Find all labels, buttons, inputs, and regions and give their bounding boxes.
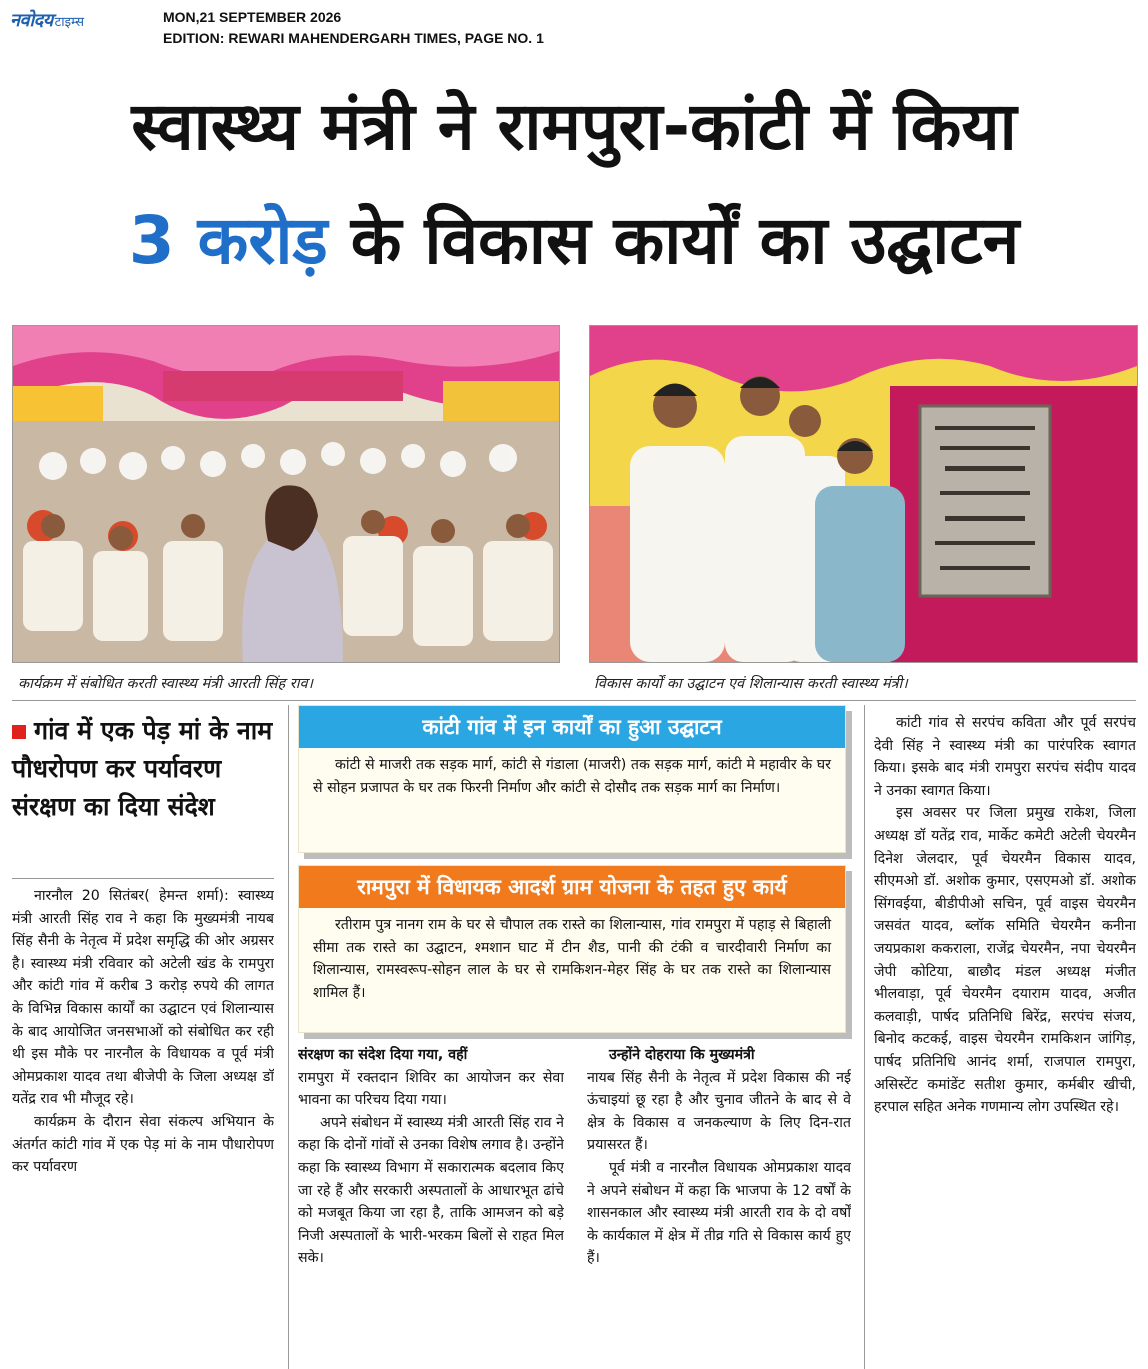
inauguration-photo-image	[590, 326, 1137, 662]
box-rampura-works	[298, 865, 846, 1033]
right-para-1: कांटी गांव से सरपंच कविता और पूर्व सरपंच देवी सिंह ने स्वास्थ्य मंत्री का पारंपरिक स्वागत किया। इसके बाद मंत्री रामपुरा सरपंच संदीप यादव ने उनका स्वागत किया।	[874, 715, 1136, 799]
mid-column-1	[298, 1044, 564, 1369]
photo-caption-right: विकास कार्यों का उद्घाटन एवं शिलान्यास करती स्वास्थ्य मंत्री।	[594, 676, 908, 692]
edition-line: EDITION: REWARI MAHENDERGARH TIMES, PAGE NO. 1	[163, 30, 544, 46]
left-subheading-text: गांव में एक पेड़ मां के नाम पौधरोपण कर पर्यावरण संरक्षण का दिया संदेश	[12, 716, 273, 821]
logo-main: नवोदय	[10, 10, 53, 31]
mid-col2-para-2: पूर्व मंत्री व नारनौल विधायक ओमप्रकाश यादव ने अपने संबोधन में कहा कि भाजपा के 12 वर्षों के शासनकाल और स्वास्थ्य मंत्री आरती राव के दो वर्षों के कार्यकाल में क्षेत्र में तीव्र गति से विकास कार्य हुए हैं।	[587, 1159, 851, 1267]
headline-line-2	[12, 196, 1136, 286]
column-divider-2	[864, 705, 865, 1369]
mid-col2-para-1: नायब सिंह सैनी के नेतृत्व में प्रदेश विकास की नई ऊंचाइयां छू रहा है और चुनाव जीतने के बाद से वे क्षेत्र के विकास व जनकल्याण के लिए दिन-रात प्रयासरत हैं।	[587, 1069, 851, 1154]
right-article-body	[874, 712, 1136, 1369]
headline-line-1: स्वास्थ्य मंत्री ने रामपुरा-कांटी में किया	[131, 88, 1017, 165]
section-divider	[12, 700, 1136, 701]
left-para-2: कार्यक्रम के दौरान सेवा संकल्प अभियान के अंतर्गत कांटी गांव में एक पेड़ मां के नाम पौधारोपण कर पर्यावरण	[12, 1113, 274, 1176]
subhead-divider	[12, 878, 274, 879]
box-kanti-title: कांटी गांव में इन कार्यों का हुआ उद्घाटन	[299, 706, 845, 748]
crowd-photo-image	[13, 326, 559, 662]
date-line: MON,21 SEPTEMBER 2026	[163, 9, 342, 25]
left-para-1: नारनौल 20 सितंबर( हेमन्त शर्मा): स्वास्थ्य मंत्री आरती सिंह राव ने कहा कि मुख्यमंत्री नायब सिंह सैनी के नेतृत्व में प्रदेश समृद्धि की ओर अग्रसर है। स्वास्थ्य मंत्री रविवार को अटेली खंड के रामपुरा और कांटी गांव में करीब 3 करोड़ रुपये की लागत के विभिन्न विकास कार्यों का उद्घाटन एवं शिलान्यास के बाद आयोजित जनसभाओं को संबोधित कर रही थी इस मौके पर नारनौल के विधायक व पूर्व मंत्री ओमप्रकाश यादव तथा बीजेपी के जिला अध्यक्ष डॉ यतेंद्र राव भी मौजूद रहे।	[12, 888, 274, 1108]
photo-crowd	[12, 325, 560, 663]
photo-caption-left: कार्यक्रम में संबोधित करती स्वास्थ्य मंत्री आरती सिंह राव।	[18, 676, 314, 692]
headline-accent: 3 करोड़	[128, 202, 328, 279]
left-subheading	[12, 712, 274, 826]
right-para-2: इस अवसर पर जिला प्रमुख राकेश, जिला अध्यक्ष डॉ यतेंद्र राव, मार्केट कमेटी अटेली चेयरमैन दिनेश जेलदार, पूर्व चेयरमैन विकास यादव, सीएमओ डॉ. अशोक कुमार, एसएमओ डॉ. अशोक सिंगवईया, बीडीपीओ सचिन, पूर्व वाइस चेयरमैन जसवंत यादव, ब्लॉक समिति चेयरमैन कनीना जयप्रकाश ककराला, राजेंद्र चेयरमैन, नपा चेयरमैन जेपी कोटिया, बाछौद मंडल अध्यक्ष मंजीत भीलवाड़ा, पूर्व चेयरमैन दयाराम यादव, अजीत कलवाड़ी, पार्षद प्रतिनिधि बिरेंद्र, सरपंच संजय, बिनोद कटकई, वाइस चेयरमैन रामकिशन जांगिड़, पार्षद प्रतिनिधि आनंद शर्मा, राजपाल रामपुरा, असिस्टेंट कमांडेंट सतीश कुमार, कर्मबीर खीची, हरपाल सहित अनेक गणमान्य लोग उपस्थित रहे।	[874, 805, 1136, 1116]
mid-col1-lead: संरक्षण का संदेश दिया गया, वहीं	[298, 1047, 468, 1063]
box-kanti-works	[298, 705, 846, 853]
mid-col1-para-1: रामपुरा में रक्तदान शिविर का आयोजन कर सेवा भावना का परिचय दिया गया।	[298, 1069, 564, 1109]
left-article-body	[12, 885, 274, 1369]
logo-sub: टाइम्स	[54, 15, 84, 30]
headline-rest: के विकास कार्यों का उद्घाटन	[327, 202, 1020, 279]
mid-column-2	[587, 1044, 851, 1369]
masthead	[0, 0, 1148, 54]
box-kanti-text: कांटी से माजरी तक सड़क मार्ग, कांटी से गंडाला (माजरी) तक सड़क मार्ग, कांटी मे महावीर के घर से सोहन प्रजापत के घर तक फिरनी निर्माण और कांटी से दोसौद तक सड़क मार्ग का निर्माण।	[313, 757, 831, 796]
newspaper-logo	[10, 8, 145, 36]
column-divider-1	[288, 705, 289, 1369]
mid-col1-para-2: अपने संबोधन में स्वास्थ्य मंत्री आरती सिंह राव ने कहा कि दोनों गांवों से उनका विशेष लगाव है। उन्होंने कहा कि स्वास्थ्य विभाग में सकारात्मक बदलाव किए जा रहे हैं और सरकारी अस्पतालों के आधारभूत ढांचे को मजबूत किया जा रहा है, ताकि आमजन को बड़े निजी अस्पतालों के भारी-भरकम बिलों से राहत मिल सके।	[298, 1114, 564, 1267]
photo-inauguration	[589, 325, 1138, 663]
box-rampura-title: रामपुरा में विधायक आदर्श ग्राम योजना के तहत हुए कार्य	[299, 866, 845, 908]
box-kanti-body	[299, 748, 845, 799]
box-rampura-text: रतीराम पुत्र नानग राम के घर से चौपाल तक रास्ते का शिलान्यास, गांव रामपुरा में पहाड़ से बिहाली सीमा तक रास्ते का उद्घाटन, श्मशान घाट में टीन शैड, पानी की टंकी व चारदीवारी निर्माण का शिलान्यास, रामस्वरूप-सोहन लाल के घर से रामकिशन-मेहर सिंह के घर तक रास्ते का शिलान्यास शामिल हैं।	[313, 917, 831, 1001]
box-rampura-body	[299, 908, 845, 1004]
red-bullet-icon	[12, 725, 26, 739]
mid-col2-lead: उन्होंने दोहराया कि मुख्यमंत्री	[609, 1047, 755, 1063]
